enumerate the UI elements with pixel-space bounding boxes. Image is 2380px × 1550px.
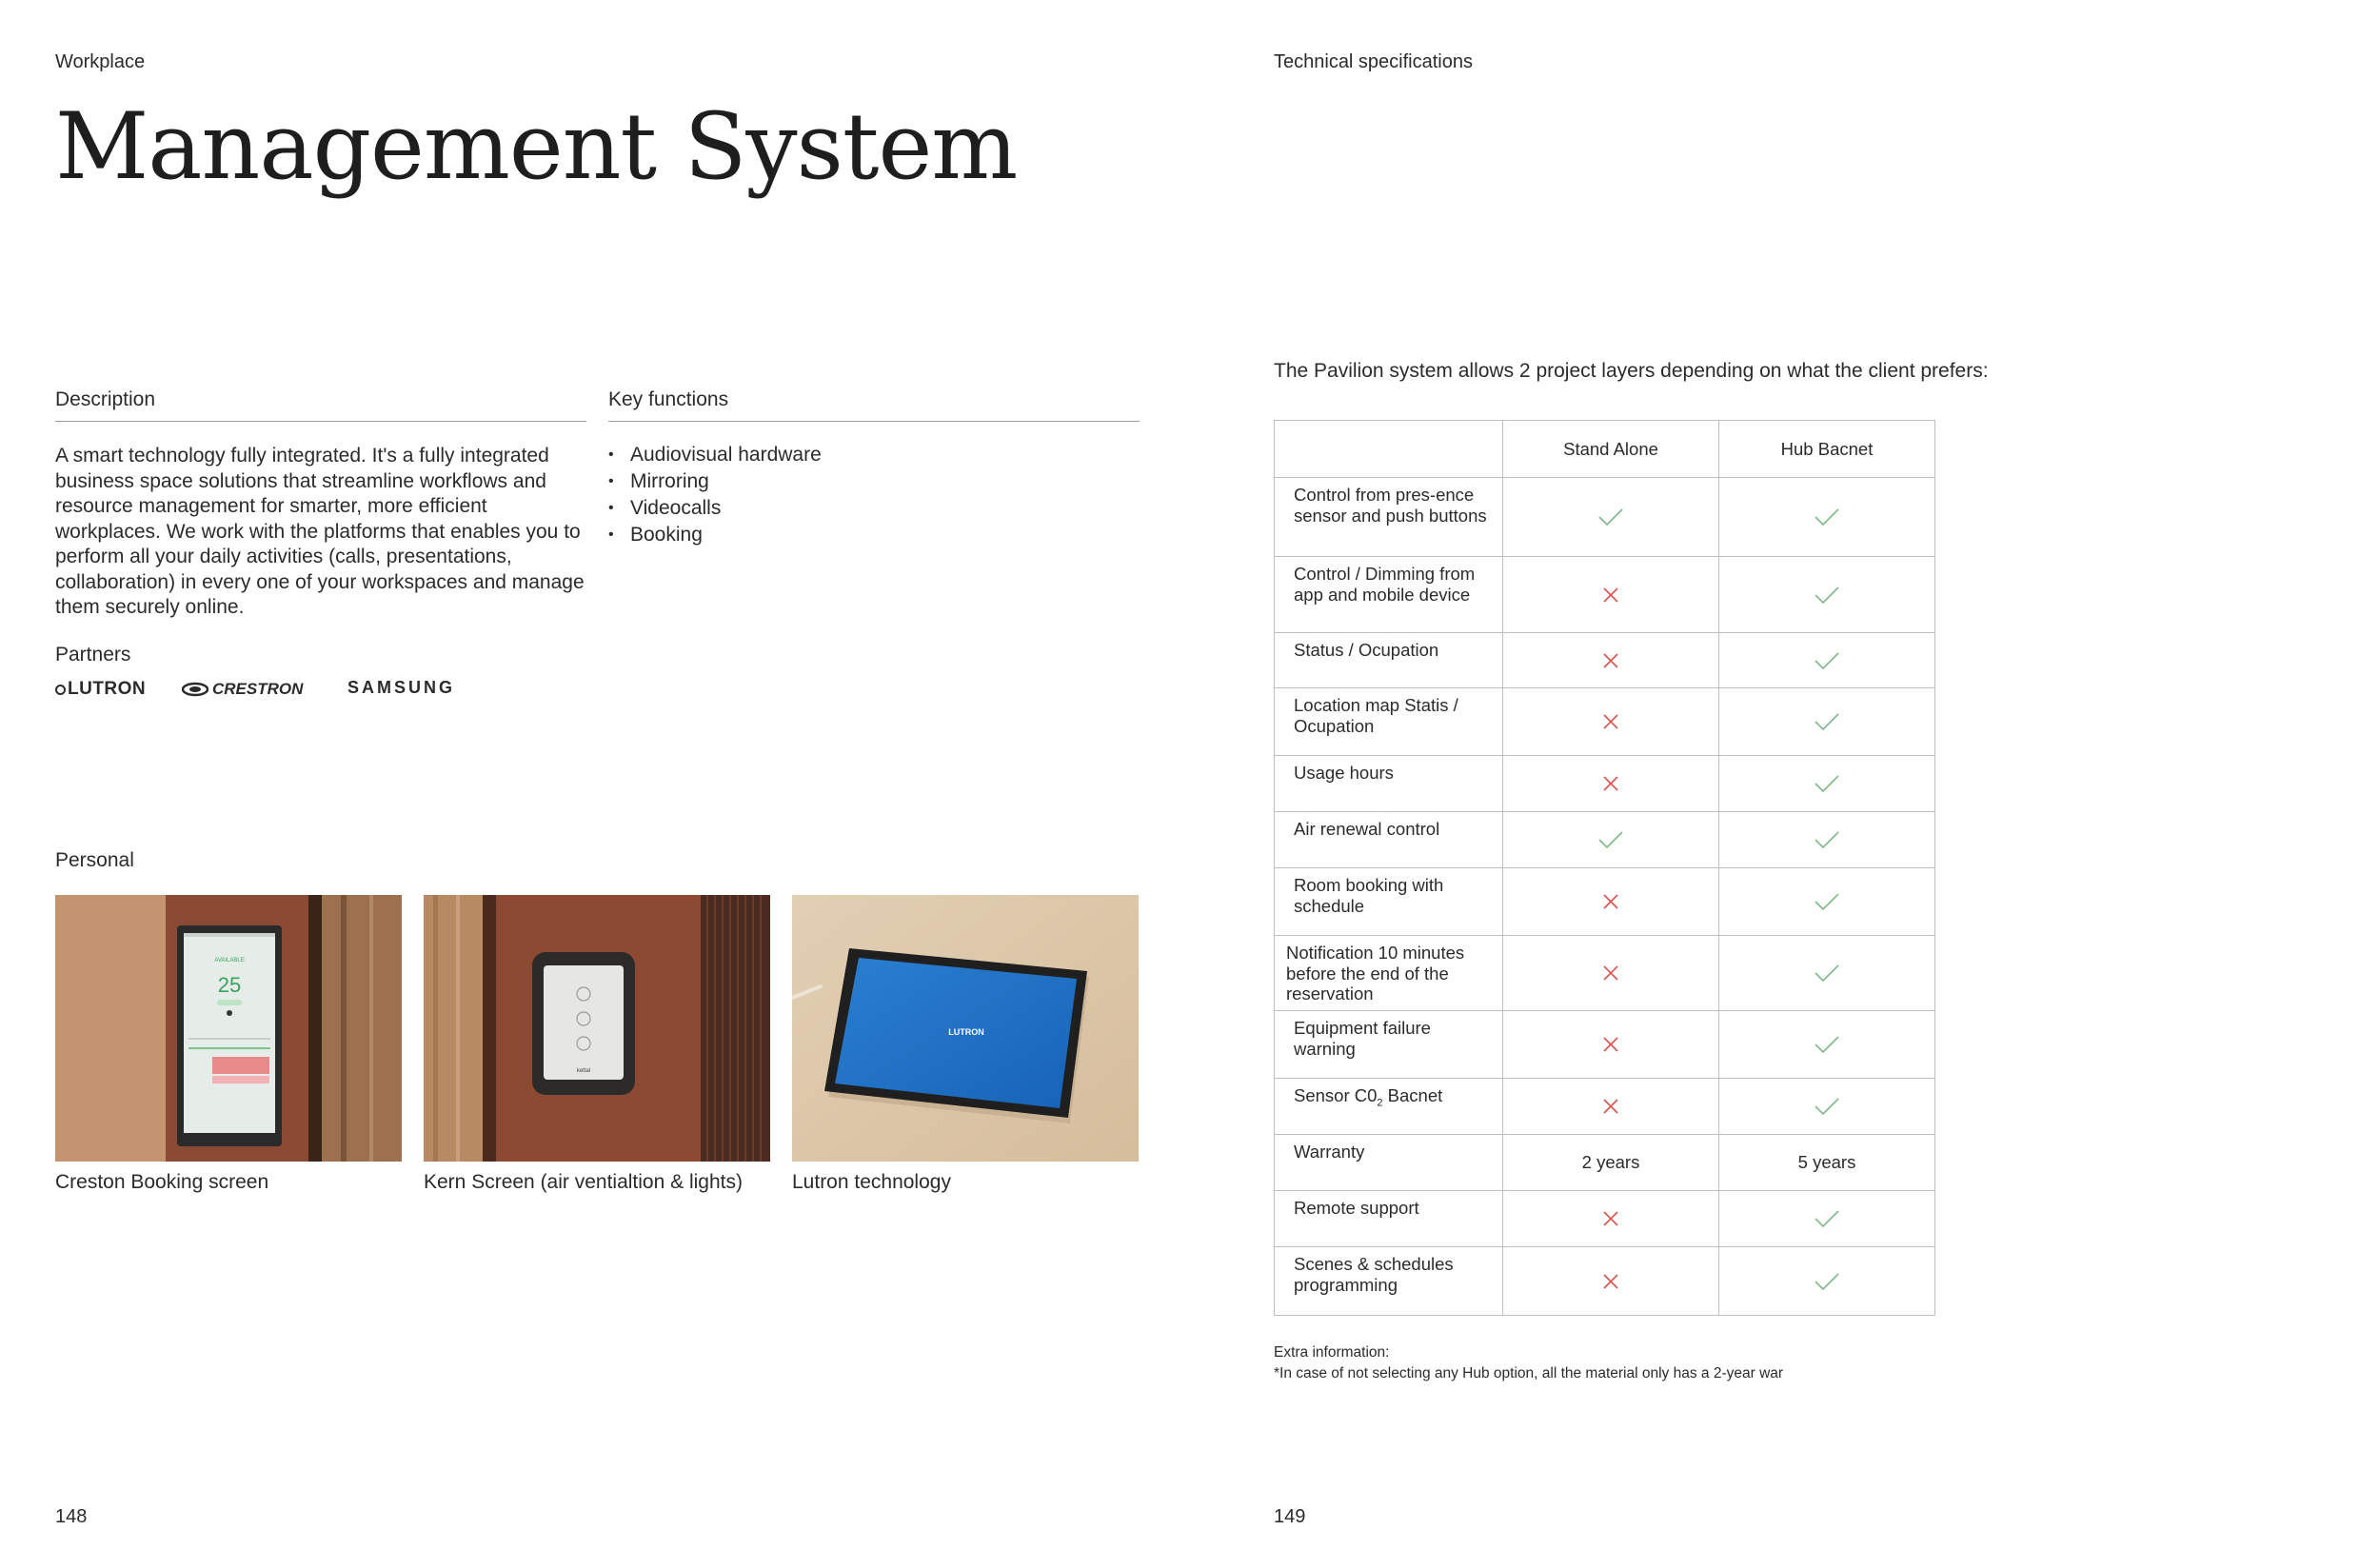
section-kicker-right: Technical specifications: [1274, 51, 1473, 72]
crestron-logo: CRESTRON: [182, 680, 303, 699]
hub-bacnet-cell: [1719, 936, 1935, 1011]
extra-heading: Extra information:: [1274, 1344, 1390, 1361]
stand-alone-cell: [1503, 1247, 1719, 1316]
check-icon: [1814, 830, 1840, 849]
column-header-stand-alone: Stand Alone: [1503, 421, 1719, 478]
row-label: Control from pres-ence sensor and push buttons: [1275, 478, 1503, 557]
table-row: [1275, 1011, 1935, 1079]
table-row: [1275, 1191, 1935, 1247]
table-row: [1275, 688, 1935, 756]
check-icon: [1814, 774, 1840, 793]
hub-bacnet-cell: 5 years: [1719, 1135, 1935, 1191]
row-label: Location map Statis / Ocupation: [1275, 688, 1503, 756]
table-row: [1275, 868, 1935, 936]
check-icon: [1814, 507, 1840, 527]
page-number-left: 148: [55, 1506, 88, 1527]
check-icon: [1597, 830, 1624, 849]
table-header-row: [1275, 421, 1935, 478]
check-icon: [1814, 1272, 1840, 1291]
row-label: Equipment failure warning: [1275, 1011, 1503, 1079]
table-row: [1275, 1135, 1935, 1191]
row-label: Usage hours: [1275, 756, 1503, 812]
stand-alone-cell: [1503, 936, 1719, 1011]
description-heading: Description: [55, 388, 156, 410]
check-icon: [1814, 712, 1840, 731]
hub-bacnet-cell: [1719, 868, 1935, 936]
cross-icon: [1602, 893, 1619, 910]
spec-table: [1274, 420, 1935, 1316]
stand-alone-cell: [1503, 557, 1719, 633]
photo-booking-screen: [55, 895, 402, 1162]
hub-bacnet-cell: [1719, 1011, 1935, 1079]
stand-alone-cell: [1503, 633, 1719, 688]
row-label: Warranty: [1275, 1135, 1503, 1191]
row-label: Room booking with schedule: [1275, 868, 1503, 936]
kern-brand: kettal: [576, 1068, 591, 1074]
cross-icon: [1602, 652, 1619, 669]
key-functions-rule: [608, 421, 1140, 422]
check-icon: [1814, 586, 1840, 605]
hub-bacnet-cell: [1719, 1079, 1935, 1135]
check-icon: [1814, 892, 1840, 911]
hub-bacnet-cell: [1719, 557, 1935, 633]
cross-icon: [1602, 1273, 1619, 1290]
check-icon: [1814, 1097, 1840, 1116]
table-row: [1275, 756, 1935, 812]
key-functions-list: [608, 442, 822, 548]
hub-bacnet-cell: [1719, 1191, 1935, 1247]
table-header-empty: [1275, 421, 1503, 478]
stand-alone-cell: 2 years: [1503, 1135, 1719, 1191]
row-label: Remote support: [1275, 1191, 1503, 1247]
photo-lutron-tablet: [792, 895, 1139, 1162]
key-function-item: • Videocalls: [608, 495, 822, 522]
cross-icon: [1602, 964, 1619, 982]
cross-icon: [1602, 586, 1619, 604]
table-row: [1275, 1079, 1935, 1135]
row-label: Air renewal control: [1275, 812, 1503, 868]
table-row: [1275, 478, 1935, 557]
crestron-swoosh-icon: [182, 682, 208, 697]
lutron-ring-icon: [55, 685, 66, 695]
row-label: Status / Ocupation: [1275, 633, 1503, 688]
booking-screen-label: AVAILABLE: [214, 958, 245, 964]
hub-bacnet-cell: [1719, 478, 1935, 557]
photo-kern-screen: [424, 895, 770, 1162]
table-row: [1275, 1247, 1935, 1316]
table-row: [1275, 812, 1935, 868]
hub-bacnet-cell: [1719, 812, 1935, 868]
photo-caption: Creston Booking screen: [55, 1171, 269, 1193]
row-label: Control / Dimming from app and mobile device: [1275, 557, 1503, 633]
hub-bacnet-cell: [1719, 688, 1935, 756]
hub-bacnet-cell: [1719, 633, 1935, 688]
stand-alone-cell: [1503, 1079, 1719, 1135]
cross-icon: [1602, 1210, 1619, 1227]
description-text: A smart technology fully integrated. It's a fully integrated business space solutions that streamline workflows and resource management for smarter, more efficient workplaces. We work with the platforms that enables you to perform all your daily activities (calls, presentations, collaboration) in every one of your workspaces and manage them securely online.: [55, 445, 585, 618]
key-function-item: • Booking: [608, 522, 822, 548]
cross-icon: [1602, 713, 1619, 730]
intro-text: The Pavilion system allows 2 project layers depending on what the client prefers:: [1274, 360, 1989, 382]
lutron-logo: LUTRON: [55, 679, 146, 700]
table-row: [1275, 936, 1935, 1011]
stand-alone-cell: [1503, 756, 1719, 812]
section-kicker: Workplace: [55, 51, 146, 72]
stand-alone-cell: [1503, 688, 1719, 756]
stand-alone-cell: [1503, 1011, 1719, 1079]
booking-screen-number: 25: [217, 973, 242, 997]
tablet-logo: LUTRON: [948, 1027, 984, 1037]
row-label: Scenes & schedules programming: [1275, 1247, 1503, 1316]
hub-bacnet-cell: [1719, 1247, 1935, 1316]
page-title: Management System: [55, 93, 1018, 200]
stand-alone-cell: [1503, 1191, 1719, 1247]
description-rule: [55, 421, 586, 422]
cross-icon: [1602, 1036, 1619, 1053]
table-row: [1275, 633, 1935, 688]
check-icon: [1597, 507, 1624, 527]
check-icon: [1814, 651, 1840, 670]
stand-alone-cell: [1503, 868, 1719, 936]
hub-bacnet-cell: [1719, 756, 1935, 812]
row-label: Sensor $C0_2$ Bacnet: [1275, 1079, 1503, 1135]
row-label: Notification 10 minutes before the end of the reservation: [1275, 936, 1503, 1011]
stand-alone-cell: [1503, 478, 1719, 557]
key-functions-heading: Key functions: [608, 388, 729, 410]
photo-caption: Lutron technology: [792, 1171, 951, 1193]
partners-heading: Partners: [55, 644, 131, 666]
check-icon: [1814, 1035, 1840, 1054]
page-number-right: 149: [1274, 1506, 1306, 1527]
table-row: [1275, 557, 1935, 633]
cross-icon: [1602, 775, 1619, 792]
extra-note: *In case of not selecting any Hub option, all the material only has a 2-year war: [1274, 1365, 1784, 1381]
stand-alone-cell: [1503, 812, 1719, 868]
photo-caption: Kern Screen (air ventialtion & lights): [424, 1171, 743, 1193]
key-function-item: • Mirroring: [608, 468, 822, 495]
cross-icon: [1602, 1098, 1619, 1115]
check-icon: [1814, 1209, 1840, 1228]
key-function-item: • Audiovisual hardware: [608, 442, 822, 468]
column-header-hub-bacnet: Hub Bacnet: [1719, 421, 1935, 478]
check-icon: [1814, 964, 1840, 983]
samsung-logo: SAMSUNG: [347, 678, 456, 697]
personal-heading: Personal: [55, 849, 134, 871]
